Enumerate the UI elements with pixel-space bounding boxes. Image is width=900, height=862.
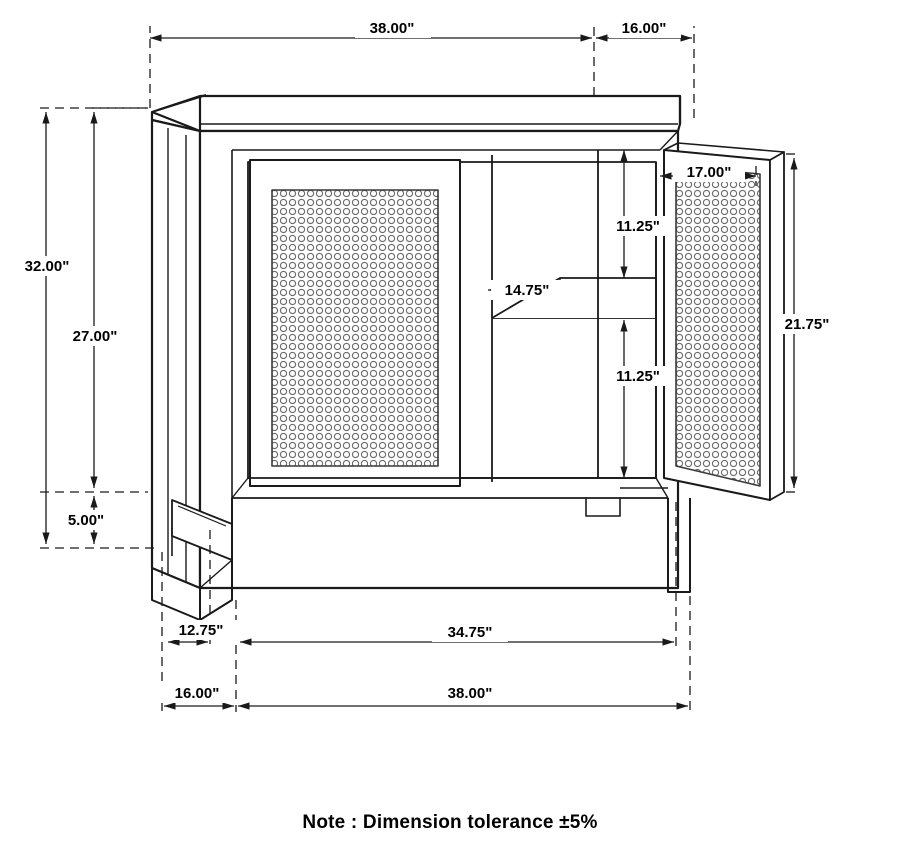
dim-overall-height: 32.00" (24, 258, 70, 275)
tolerance-note: Note : Dimension tolerance ±5% (302, 812, 598, 833)
dim-top-width-front: 38.00" (369, 20, 415, 37)
dim-top-depth-side: 16.00" (621, 20, 667, 37)
dim-upper-opening-height: 11.25" (616, 218, 660, 235)
dim-bottom-depth-side: 16.00" (174, 685, 220, 702)
dim-door-open-width: 17.00" (686, 164, 732, 181)
dim-shelf-depth: 14.75" (504, 282, 550, 299)
dim-door-panel-height: 21.75" (784, 316, 830, 333)
dim-lower-opening-height: 11.25" (616, 368, 660, 385)
dim-base-depth-side: 12.75" (178, 622, 224, 639)
dim-bottom-width-front: 38.00" (447, 685, 493, 702)
dim-body-height: 27.00" (72, 328, 118, 345)
dim-leg-height: 5.00" (67, 512, 105, 529)
dim-base-width-front: 34.75" (447, 624, 493, 641)
